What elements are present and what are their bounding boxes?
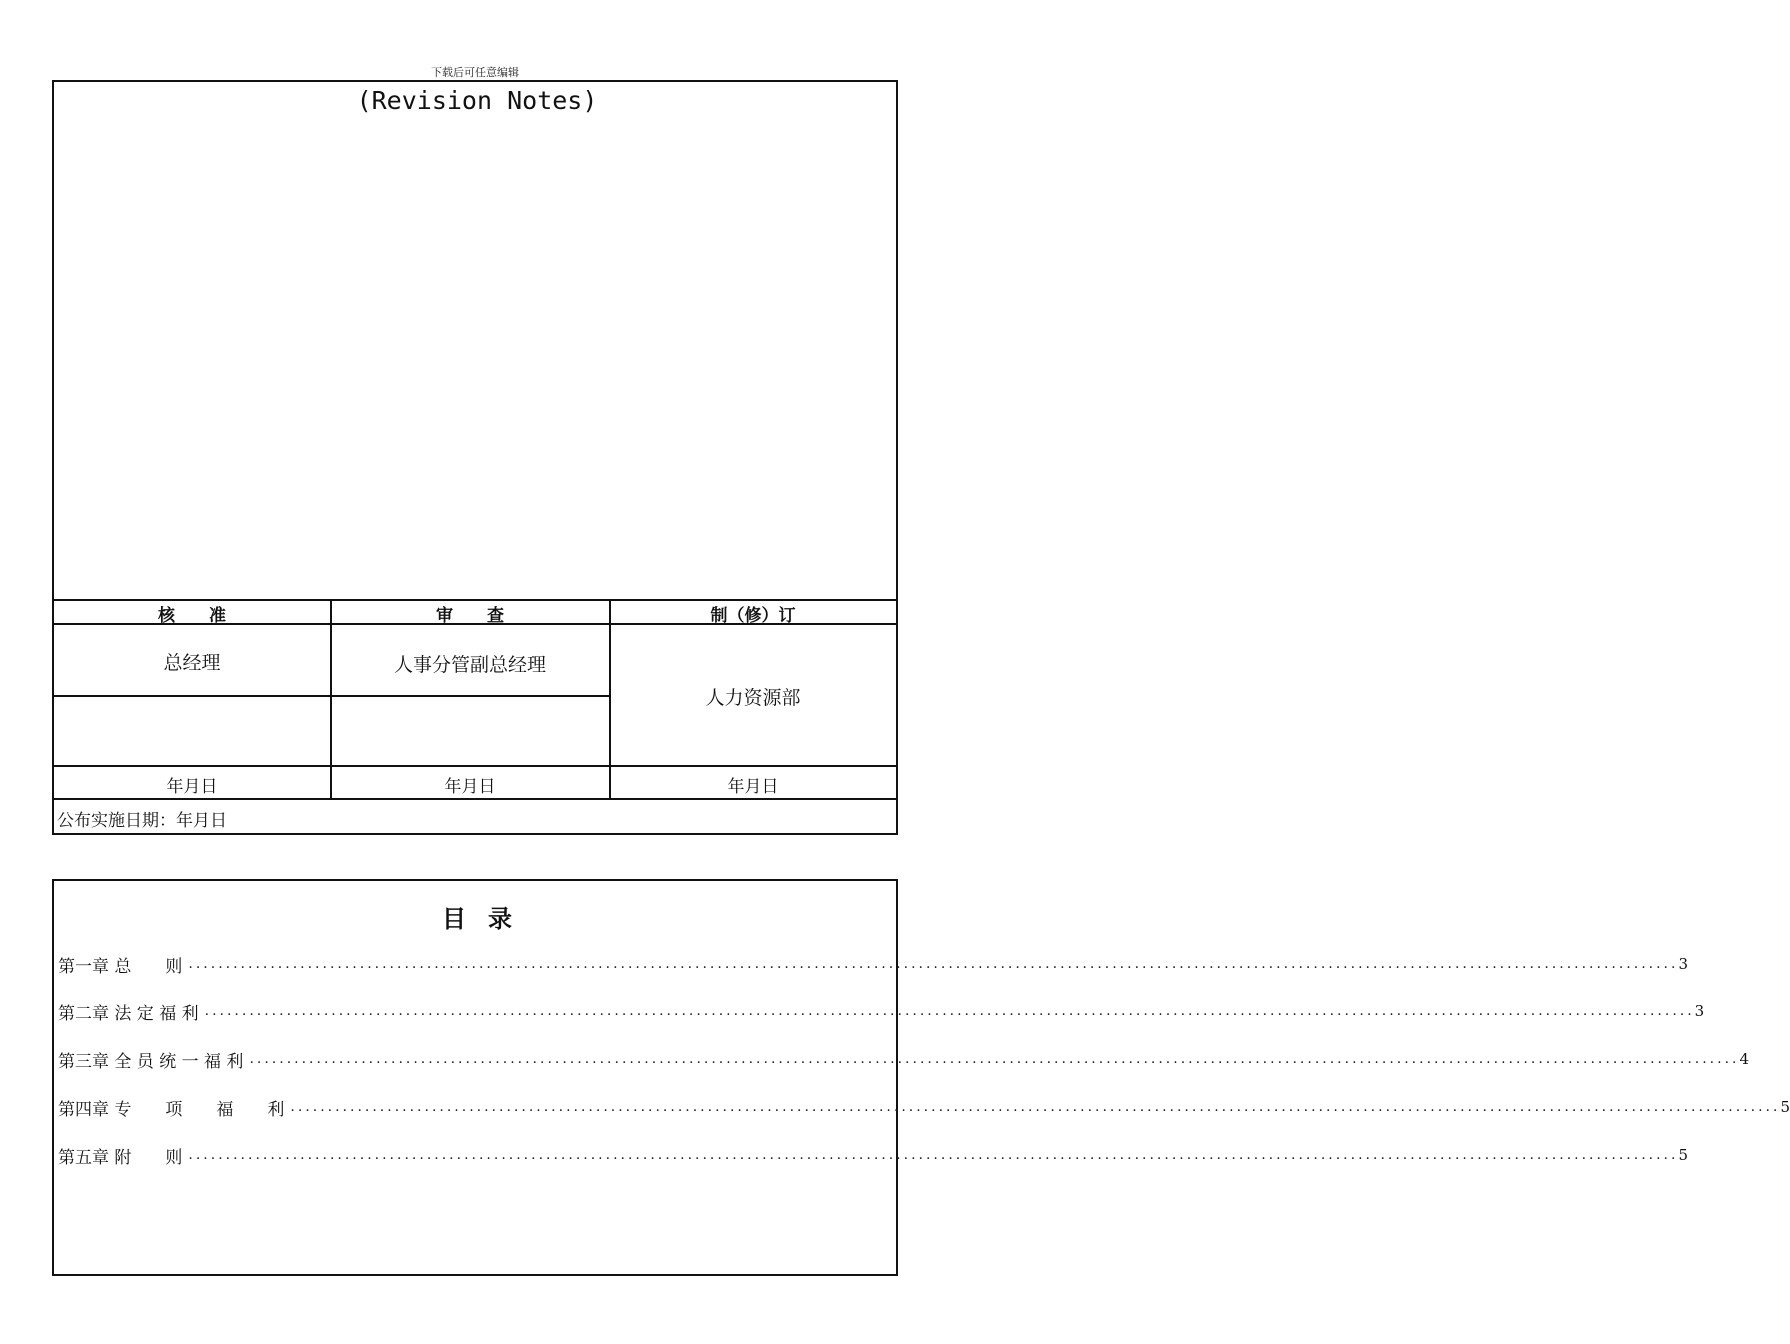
toc-leader-dots: ........................................................................................................................................................................................................ — [188, 1147, 1679, 1163]
header-approve: 核 准 — [158, 606, 226, 626]
date-review: 年月日 — [444, 777, 496, 797]
toc-item[interactable] — [58, 999, 1705, 1024]
toc-item-label: 第四章 专 项 福 利 — [58, 1099, 285, 1120]
role-general-manager: 总经理 — [163, 652, 221, 674]
toc-item-page: 3 — [1678, 955, 1688, 973]
signature-divider — [54, 695, 610, 697]
toc-item-page: 5 — [1780, 1098, 1790, 1116]
revision-notes-title: (Revision Notes) — [356, 86, 598, 115]
table-of-contents — [52, 879, 1790, 1276]
toc-leader-dots: ........................................................................................................................................................................................................ — [204, 1003, 1695, 1019]
toc-item-page: 5 — [1678, 1146, 1688, 1164]
date-revise: 年月日 — [727, 777, 779, 797]
header-revise: 制（修）订 — [710, 606, 796, 626]
toc-leader-dots: ........................................................................................................................................................................................................ — [249, 1051, 1740, 1067]
toc-item-label: 第三章 全 员 统 一 福 利 — [58, 1051, 244, 1072]
role-hr-deputy-gm: 人事分管副总经理 — [393, 654, 546, 676]
toc-title: 目录 — [442, 904, 534, 933]
toc-item[interactable] — [58, 1143, 1688, 1168]
toc-item[interactable] — [58, 1095, 1790, 1120]
revision-notes-form — [52, 80, 898, 835]
header-review: 审 查 — [436, 606, 504, 626]
toc-item-page: 3 — [1694, 1002, 1705, 1020]
watermark-text: 下载后可任意编辑 — [431, 66, 519, 79]
toc-leader-dots: ........................................................................................................................................................................................................ — [290, 1099, 1781, 1115]
publish-row-top-border — [54, 798, 896, 800]
toc-item-label: 第二章 法 定 福 利 — [58, 1003, 199, 1024]
toc-item-label: 第一章 总 则 — [58, 956, 183, 977]
toc-item[interactable] — [58, 1047, 1750, 1072]
date-row-top-border — [54, 765, 896, 767]
toc-item-page: 4 — [1739, 1050, 1750, 1068]
role-hr-department: 人力资源部 — [705, 687, 801, 709]
date-approve: 年月日 — [166, 777, 218, 797]
toc-item[interactable] — [58, 952, 1688, 977]
column-divider-1 — [330, 599, 332, 799]
publish-date: 公布实施日期：年月日 — [57, 811, 227, 831]
toc-item-label: 第五章 附 则 — [58, 1147, 183, 1168]
toc-leader-dots: ........................................................................................................................................................................................................ — [188, 956, 1679, 972]
